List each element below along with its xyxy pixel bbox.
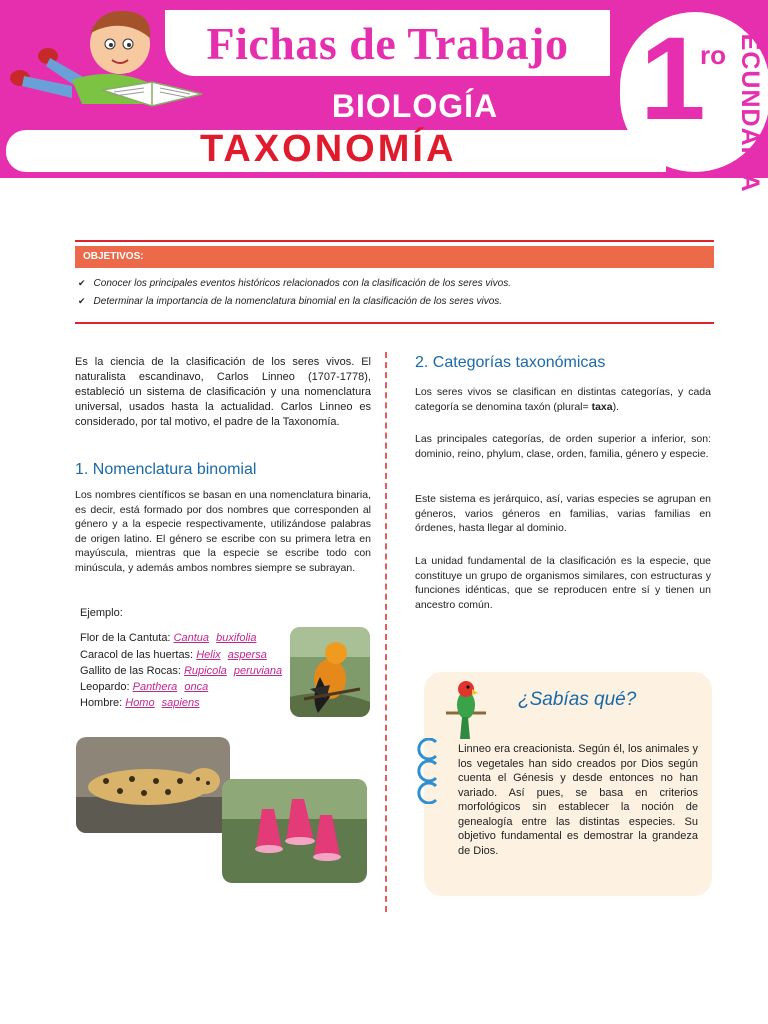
did-you-know-text: Linneo era creacionista. Según él, los animales y los vegetales han sido creados por Dios según cuenta el Génesis y desde entonces no han variado. Así pues, se basa en criterios morfológicos sin establecer la noción de genealogía entre las distintas especies. Su objetivo fundamental es demostrar la grandeza de Dios. [458,743,698,857]
section-2-title: 2. Categorías taxonómicas [415,354,606,371]
grade-number: 1 [640,13,706,145]
objectives-bar [75,246,714,268]
categories-paragraph-2: Las principales categorías, de orden superior a inferior, son: dominio, reino, phylum, clase, orden, familia, género y especie. [415,433,711,460]
decorative-spirals-icon [410,738,442,804]
genus: Rupicola [183,665,227,677]
leopard-photo [76,737,230,833]
genus: Panthera [132,681,178,693]
section-1-title: 1. Nomenclatura binomial [75,461,257,478]
genus: Cantua [173,632,210,644]
example-row: Hombre: Homo sapiens [80,697,200,709]
page-title: Fichas de Trabajo [206,17,569,69]
objective-item: ✔ Determinar la importancia de la nomenclatura binomial en la clasificación de los seres vivos. [78,296,503,307]
species: aspersa [227,649,267,661]
level-vertical-label [732,14,768,193]
example-row: Leopardo: Panthera onca [80,681,209,693]
grade-suffix: ro [700,40,726,70]
intro-paragraph: Es la ciencia de la clasificación de los seres vivos. El naturalista escandinavo, Carlos Linneo (1707-1778), estableció un sistema de clasificación y una nomenclatura universal, usados hasta la actualidad. Carlos Linneo es considerado, por tal motivo, el padre de la Taxonomía. [75,356,371,428]
species: sapiens [161,697,200,709]
header-title-box [165,10,610,76]
categories-paragraph-4: La unidad fundamental de la clasificación es la especie, que constituye un grupo de organismos similares, con estructuras y funciones idénticas, que se reproducen entre sí y tienen un ancestro común. [415,555,711,611]
subject-label: BIOLOGÍA [331,87,499,124]
cantuta-flower-photo [222,779,367,883]
example-row: Flor de la Cantuta: Cantua buxifolia [80,632,257,644]
did-you-know-title: ¿Sabías qué? [518,689,637,710]
column-divider [385,352,387,912]
species: buxifolia [216,632,257,644]
objectives-bottom-rule [75,322,714,324]
section-1-text: Los nombres científicos se basan en una nomenclatura binaria, es decir, está formado por dos nombres que corresponden al género y a la especie respectivamente, utilizándose palabras de origen latino. El género se escribe con su primera letra en mayúscula, mientras que la especie se escribe todo con minúscula, y además ambos nombres siempre se subrayan. [75,489,371,574]
example-label: Ejemplo: [80,607,123,619]
objective-item: ✔ Conocer los principales eventos históricos relacionados con la clasificación de los seres vivos. [78,278,511,289]
reading-kid-illustration [2,4,212,124]
genus: Helix [196,649,221,661]
objectives-top-rule [75,240,714,242]
topic-title: TAXONOMÍA [200,128,457,170]
subject-box [220,86,610,126]
level-label: SECUNDARIA [736,16,764,193]
genus: Homo [125,697,155,709]
rock-bird-photo [290,627,370,717]
example-row: Gallito de las Rocas: Rupicola peruviana [80,665,283,677]
categories-paragraph-1: Los seres vivos se clasifican en distintas categorías, y cada categoría se denomina taxón (plural= taxa). [415,386,711,413]
example-row: Caracol de las huertas: Helix aspersa [80,649,267,661]
categories-paragraph-3: Este sistema es jerárquico, así, varias especies se agrupan en géneros, varios géneros en familias, varias familias en órdenes, hasta llegar al dominio. [415,493,711,534]
parrot-icon [444,677,488,741]
objectives-label: OBJETIVOS: [83,251,144,262]
species: onca [184,681,209,693]
species: peruviana [233,665,283,677]
check-icon: ✔ [78,296,86,306]
check-icon: ✔ [78,278,86,288]
